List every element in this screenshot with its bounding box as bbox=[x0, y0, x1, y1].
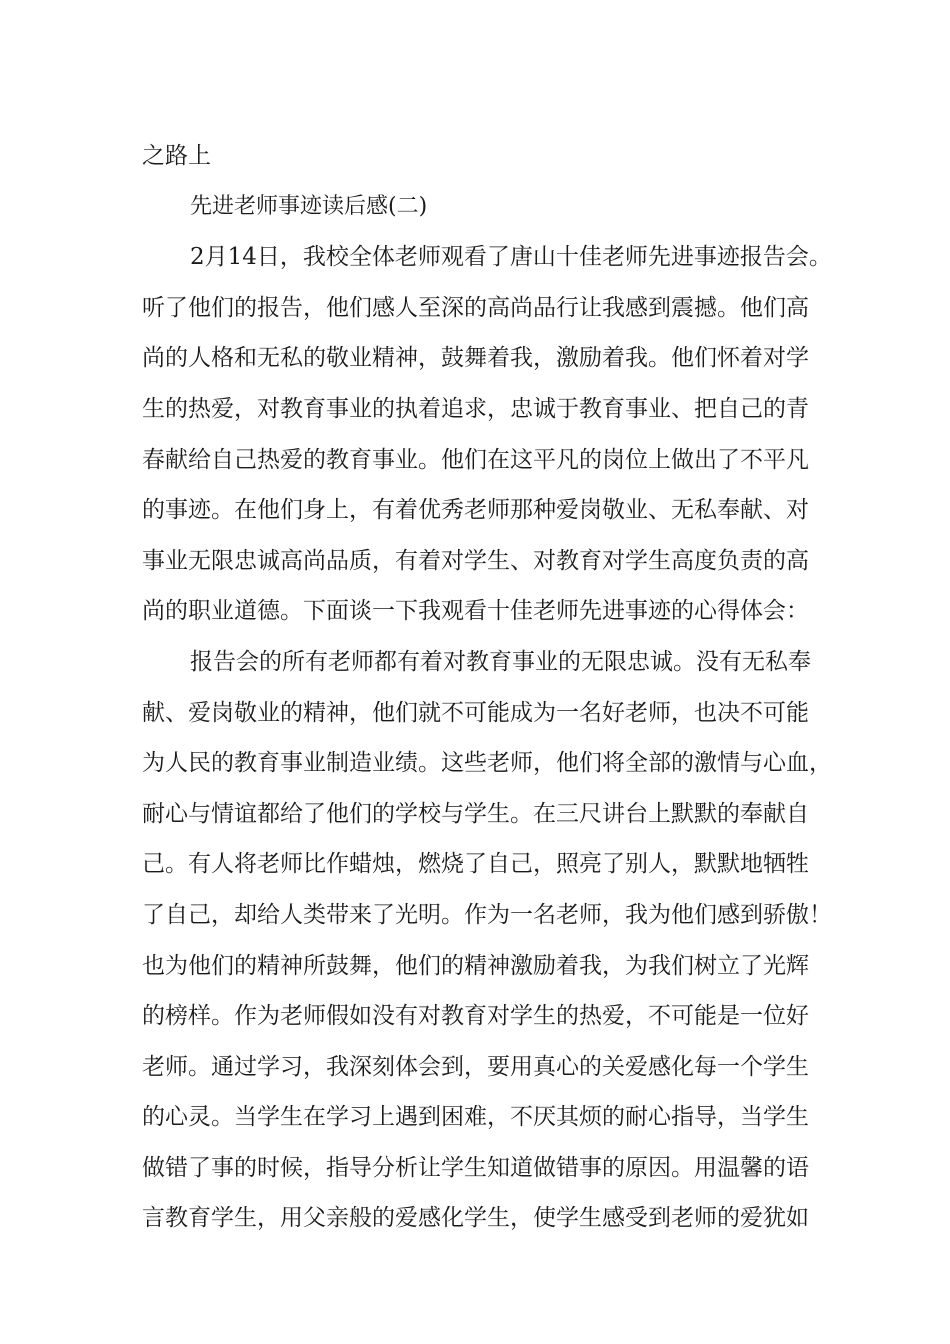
continued-text-line: 之路上 bbox=[142, 143, 211, 169]
paragraph-line: 生的热爱，对教育事业的执着追求，忠诚于教育事业、把自己的青 bbox=[142, 395, 809, 422]
paragraph-line: 的心灵。当学生在学习上遇到困难，不厌其烦的耐心指导，当学生 bbox=[142, 1104, 809, 1131]
paragraph-line: 做错了事的时候，指导分析让学生知道做错事的原因。用温馨的语 bbox=[142, 1154, 809, 1181]
paragraph-line: 尚的人格和无私的敬业精神，鼓舞着我，激励着我。他们怀着对学 bbox=[142, 345, 809, 372]
paragraph-line: 的事迹。在他们身上，有着优秀老师那种爱岗敬业、无私奉献、对 bbox=[142, 497, 809, 524]
paragraph-line: 报告会的所有老师都有着对教育事业的无限忠诚。没有无私奉 bbox=[190, 648, 811, 675]
paragraph-line: 为人民的教育事业制造业绩。这些老师，他们将全部的激情与心血， bbox=[142, 750, 832, 777]
paragraph-line: 2月14日，我校全体老师观看了唐山十佳老师先进事迹报告会。 bbox=[190, 244, 832, 271]
paragraph-line: 己。有人将老师比作蜡烛，燃烧了自己，照亮了别人，默默地牺牲 bbox=[142, 851, 809, 878]
paragraph-line: 也为他们的精神所鼓舞，他们的精神激励着我，为我们树立了光辉 bbox=[142, 952, 809, 979]
paragraph-line: 献、爱岗敬业的精神，他们就不可能成为一名好老师，也决不可能 bbox=[142, 699, 809, 726]
paragraph-line: 春献给自己热爱的教育事业。他们在这平凡的岗位上做出了不平凡 bbox=[142, 446, 809, 473]
paragraph-line: 了自己，却给人类带来了光明。作为一名老师，我为他们感到骄傲！ bbox=[142, 901, 832, 928]
paragraph-line: 的榜样。作为老师假如没有对教育对学生的热爱，不可能是一位好 bbox=[142, 1003, 809, 1030]
paragraph-line: 事业无限忠诚高尚品质，有着对学生、对教育对学生高度负责的高 bbox=[142, 547, 809, 574]
paragraph-line: 耐心与情谊都给了他们的学校与学生。在三尺讲台上默默的奉献自 bbox=[142, 800, 809, 827]
paragraph-line: 听了他们的报告，他们感人至深的高尚品行让我感到震撼。他们高 bbox=[142, 294, 809, 321]
section-title: 先进老师事迹读后感(二) bbox=[190, 193, 428, 219]
paragraph-line: 老师。通过学习，我深刻体会到，要用真心的关爱感化每一个学生 bbox=[142, 1053, 809, 1080]
paragraph-line: 尚的职业道德。下面谈一下我观看十佳老师先进事迹的心得体会： bbox=[142, 598, 809, 625]
document-page bbox=[142, 131, 832, 1244]
paragraph-line: 言教育学生，用父亲般的爱感化学生，使学生感受到老师的爱犹如 bbox=[142, 1205, 809, 1232]
